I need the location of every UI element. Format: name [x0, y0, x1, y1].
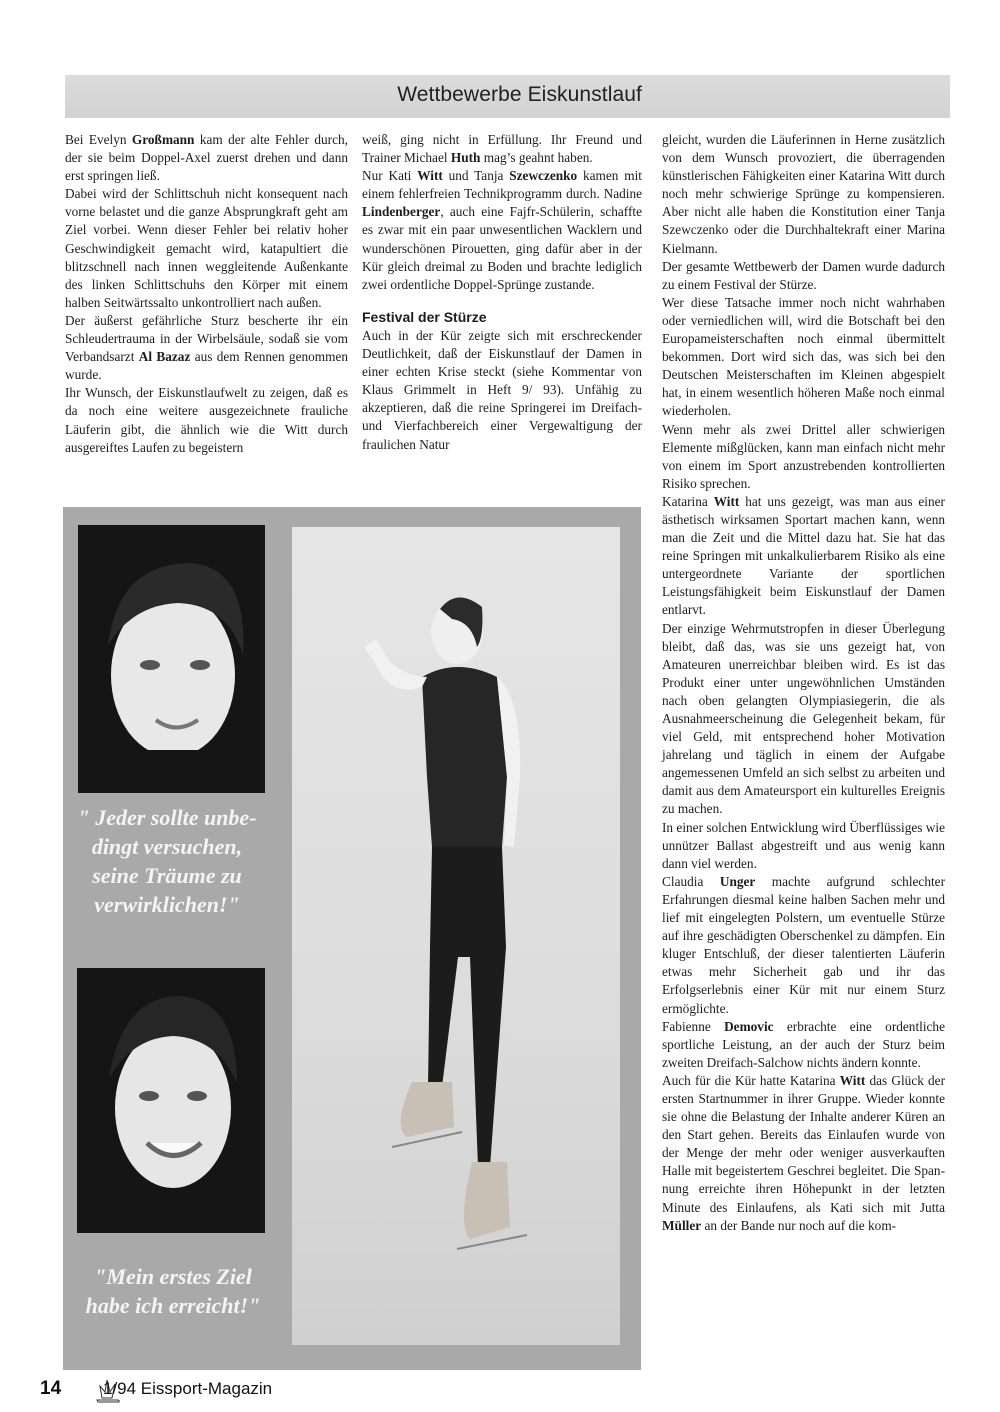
paragraph [65, 312, 348, 384]
article-column-1 [65, 131, 348, 457]
name-highlight: Szewczenko [509, 168, 578, 184]
article-column-2 [362, 131, 642, 454]
text-run: mag’s geahnt haben. [480, 150, 593, 166]
text-run: Wenn mehr als zwei Drittel aller schwierigen Elemente mißglücken, kann man einfach nicht mehr von einem im Sport anzustrebenden kontrollierten Risiko sprechen. [662, 421, 945, 491]
paragraph [362, 167, 642, 294]
text-run: Auch in der Kür zeigte sich mit erschreckender Deutlichkeit, daß der Eiskunstlauf der Damen in einer echten Krise steckt (siehe Kommentar von Klaus Grimmelt in Heft 9/ 93). Unfähig zu akzeptieren, daß die reine Springerei im Dreifach- und Vierfachbereich einer Vergewaltigung der fraulichen Natur [362, 327, 642, 452]
paragraph [662, 873, 945, 1018]
paragraph [362, 327, 642, 454]
section-heading: Festival der Stürze [362, 308, 487, 325]
name-highlight: Großmann [131, 132, 195, 147]
paragraph [662, 620, 945, 819]
column-2-paragraphs [362, 131, 642, 294]
portrait-photo-1 [78, 525, 265, 793]
magazine-issue: 1/94 Eissport-Magazin [103, 1379, 273, 1398]
text-run: das Glück der ersten Startnummer in ihrer Gruppe. Wieder konnte sie ohne die Belastung der Inhalte anderer Küren an den Start gehen. Bereits das Einlaufen wurde von der Menge der mehr oder weniger ausverkauften Halle mit begeistertem Geschrei begleitet. Die Spannung erreichte ihren Höhepunkt in der letzten Minute des Einlaufens, als Kati sich mit Jutta [662, 1072, 946, 1215]
page-footer [40, 1378, 440, 1404]
paragraph [662, 294, 945, 421]
text-run: Ihr Wunsch, der Eiskunstlaufwelt zu zeigen, daß es da noch eine weitere ausgezeichnete frauliche Läuferin gibt, die ähnlich wie die Witt durch ausgereiftes Laufen zu begeistern [65, 385, 348, 455]
text-run: erbrachte eine ordentliche sportliche Leistung, an der auch der Sturz beim zweiten Dreifach-Salchow nichts ändern konnte. [662, 1018, 945, 1070]
name-highlight: Witt [839, 1072, 866, 1088]
paragraph [65, 185, 348, 312]
portrait-face-icon [78, 525, 265, 793]
name-highlight: Witt [417, 168, 443, 184]
pull-quote-2: "Mein erstes Ziel habe ich erreicht!" [85, 1264, 261, 1318]
paragraph [662, 1072, 945, 1235]
text-run: Der einzige Wehrmutstropfen in dieser Überlegung bleibt, daß das, was sie uns gezeigt hat, von Amateuren unerreichbar bleiben wird. Es ist das Produkt einer unter ungewöhnlichen Umständen nach oben gelangten Olympiasiegerin, die als Ausnahmeerscheinung die Gelegenheit bekam, für viel Geld, mit entsprechend hoher Motivation jahrelang und täglich in einem der Aufgabe angemessenen Umfeld an sich selbst zu arbeiten und damit aus dem Amateursport ein kulturelles Ereignis zu machen. [662, 620, 945, 817]
paragraph [362, 131, 642, 167]
name-highlight: Müller [662, 1217, 702, 1233]
paragraph [65, 384, 348, 456]
text-run: Auch für die Kür hatte Katarina [662, 1072, 840, 1088]
header-banner [65, 75, 950, 118]
text-run: und Tanja [442, 168, 510, 184]
name-highlight: Huth [450, 150, 481, 166]
text-run: machte aufgrund schlechter Erfahrungen diesmal keine halben Sachen mehr und lief mit eingelegten Polstern, um eventuelle Stürze auf ihre geschädigten Oberschenkel zu dämpfen. Ein kluger Entschluß, der dieser talentierten Läuferin etwas mehr Sicherheit gab und ihr das Erfolgserlebnis einer Kür mit nur einem Sturz ermöglichte. [662, 873, 946, 1016]
text-run: hat uns gezeigt, was man aus einer ästhetisch wirksamen Sportart machen kann, wenn man die Zeit und die Mittel dazu hat. Sie hat das reine Springen mit unkalkulierbarem Risiko als eine untergeordnete Variante der sportlichen Leistungsfähigkeit beim Eiskunstlauf der Damen entlarvt. [662, 493, 945, 618]
page-title: Wettbewerbe Eiskunstlauf [397, 83, 642, 106]
text-run: kamen mit einem fehlerfreien Technikprogramm durch. Nadine [362, 168, 642, 202]
paragraph [662, 1018, 945, 1072]
text-run: Nur Kati [362, 168, 418, 184]
name-highlight: Witt [713, 493, 740, 509]
text-run: In einer solchen Entwicklung wird Überflüssiges wie unnützer Ballast abgestreift und aus wenig kann dann viel werden. [662, 819, 945, 871]
photo-panel [63, 507, 641, 1370]
text-run: Dabei wird der Schlittschuh nicht konsequent nach vorne belastet und die ganze Absprungkraft geht am Ziel vorbei. Wenn dieser Fehler bei relativ hoher Geschwindigkeit gemacht wird, katapultiert die blitzschnell nach innen weggleitende Außenkante des linken Schlittschuhs den Körper mit einem halben Seitwärtssalto unkontrolliert nach außen. [65, 186, 348, 310]
column-2-paragraphs-after [362, 327, 642, 454]
text-run: Bei Evelyn [65, 132, 132, 147]
name-highlight: Unger [719, 873, 756, 889]
text-run: kam der alte Fehler durch, der sie beim Doppel-Axel zuerst drehen und dann erst springen ließ. [65, 132, 348, 184]
text-run: Der gesamte Wettbewerb der Damen wurde dadurch zu einem Festival der Stürze. [662, 258, 945, 292]
text-run: Wer diese Tatsache immer noch nicht wahrhaben oder verniedlichen will, wird die Botschaft bei den Europameisterschaften noch einmal übermittelt bekommen. Dort wird sich das, was sich bei den Deutschen Meisterschaften im Kleinen abgespielt hat, in einem wesentlich höheren Maße noch einmal wiederholen. [662, 294, 945, 419]
paragraph [662, 493, 945, 620]
text-run: Claudia [662, 873, 720, 889]
portrait-photo-2 [77, 968, 265, 1233]
paragraph [65, 131, 348, 185]
text-run: aus dem Rennen genommen wurde. [65, 349, 349, 383]
paragraph [662, 258, 945, 294]
text-run: Der äußerst gefährliche Sturz bescherte ihr ein Schleudertrauma in der Wirbelsäule, sodaß sie vom Verbandsarzt [65, 312, 348, 365]
text-run: weiß, ging nicht in Erfüllung. Ihr Freund und Trainer Michael [362, 132, 642, 166]
paragraph [662, 131, 945, 258]
pull-quote-1: " Jeder sollte unbe-dingt versuchen, seine Träume zu verwirklichen!" [77, 805, 257, 917]
page-number: 14 [40, 1378, 62, 1399]
paragraph [662, 819, 945, 873]
skater-photo [292, 527, 620, 1345]
text-run: an der Bande nur noch auf die kom- [701, 1217, 897, 1233]
portrait-face-icon [77, 968, 265, 1233]
text-run: Katarina [662, 493, 714, 509]
name-highlight: Demovic [724, 1018, 774, 1034]
name-highlight: Al Bazaz [138, 349, 191, 365]
paragraph [662, 421, 945, 493]
figure-skater-icon [292, 527, 620, 1345]
text-run: , auch eine Fajfr-Schülerin, schaffte es zwar mit ein paar unwesentlichen Wacklern und wunderschönen Pirouetten, ging dafür aber in der Kür gleich dreimal zu Boden und brachte lediglich zwei ordentliche Doppel-Sprünge zustande. [362, 204, 642, 292]
article-column-3 [662, 131, 945, 1235]
text-run: Fabienne [662, 1018, 725, 1034]
text-run: gleicht, wurden die Läuferinnen in Herne zusätzlich von dem Wunsch provoziert, die überragenden künstlerischen Fähigkeiten einer Katarina Witt durch noch mehr schwierige Sprünge zu kompensieren. Aber nicht alle haben die Konstitution einer Tanja Szewczenko oder die Durchhaltekraft einer Marina Kielmann. [662, 132, 945, 256]
name-highlight: Lindenberger [362, 204, 441, 220]
